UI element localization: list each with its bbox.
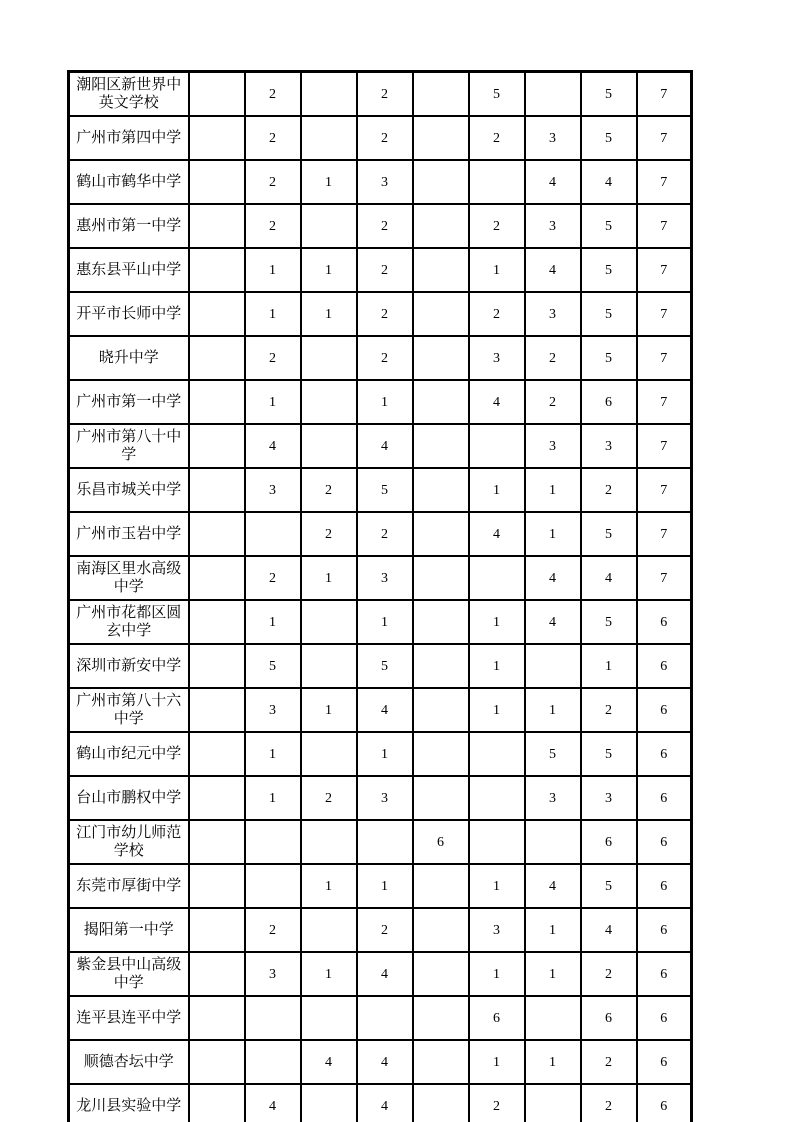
value-cell: 2 (301, 468, 357, 512)
value-cell: 7 (637, 512, 692, 556)
value-cell (525, 72, 581, 117)
value-cell: 7 (637, 336, 692, 380)
school-name-cell: 南海区里水高级中学 (69, 556, 189, 600)
value-cell: 4 (301, 1040, 357, 1084)
value-cell: 6 (637, 776, 692, 820)
value-cell: 3 (245, 952, 301, 996)
school-name-cell: 顺德杏坛中学 (69, 1040, 189, 1084)
value-cell: 1 (581, 644, 637, 688)
value-cell: 2 (301, 776, 357, 820)
value-cell: 4 (525, 160, 581, 204)
value-cell (245, 820, 301, 864)
value-cell: 6 (637, 732, 692, 776)
value-cell: 4 (581, 160, 637, 204)
value-cell (413, 72, 469, 117)
value-cell (525, 996, 581, 1040)
value-cell: 4 (581, 908, 637, 952)
value-cell: 2 (357, 248, 413, 292)
value-cell: 1 (301, 688, 357, 732)
value-cell (301, 116, 357, 160)
value-cell (301, 1084, 357, 1122)
table-row (69, 864, 692, 908)
value-cell (413, 116, 469, 160)
value-cell: 4 (245, 1084, 301, 1122)
value-cell (189, 292, 245, 336)
value-cell (189, 512, 245, 556)
school-name-cell: 乐昌市城关中学 (69, 468, 189, 512)
table-row (69, 732, 692, 776)
value-cell (413, 468, 469, 512)
value-cell: 3 (525, 424, 581, 468)
school-name-cell: 江门市幼儿师范学校 (69, 820, 189, 864)
value-cell: 5 (581, 732, 637, 776)
school-name-cell: 广州市第一中学 (69, 380, 189, 424)
value-cell: 5 (245, 644, 301, 688)
value-cell (357, 996, 413, 1040)
value-cell: 2 (357, 512, 413, 556)
table-row (69, 996, 692, 1040)
table-row (69, 688, 692, 732)
value-cell: 4 (525, 864, 581, 908)
value-cell (413, 644, 469, 688)
value-cell: 2 (245, 336, 301, 380)
value-cell: 1 (525, 952, 581, 996)
value-cell: 3 (245, 688, 301, 732)
value-cell: 7 (637, 116, 692, 160)
school-name-cell: 广州市花都区圆玄中学 (69, 600, 189, 644)
value-cell: 3 (245, 468, 301, 512)
value-cell: 6 (413, 820, 469, 864)
school-name-cell: 揭阳第一中学 (69, 908, 189, 952)
value-cell: 1 (245, 380, 301, 424)
value-cell (301, 644, 357, 688)
value-cell: 6 (637, 688, 692, 732)
value-cell (469, 160, 525, 204)
value-cell (189, 204, 245, 248)
value-cell (301, 424, 357, 468)
value-cell: 6 (637, 1040, 692, 1084)
value-cell (413, 864, 469, 908)
value-cell: 4 (357, 688, 413, 732)
value-cell: 1 (301, 864, 357, 908)
table-body (69, 72, 692, 1122)
value-cell (189, 908, 245, 952)
value-cell: 6 (637, 996, 692, 1040)
table-row (69, 424, 692, 468)
value-cell (301, 908, 357, 952)
value-cell: 6 (637, 600, 692, 644)
value-cell (413, 776, 469, 820)
value-cell: 2 (357, 72, 413, 117)
value-cell: 2 (357, 292, 413, 336)
value-cell (189, 160, 245, 204)
value-cell (413, 204, 469, 248)
value-cell (189, 952, 245, 996)
value-cell (301, 732, 357, 776)
value-cell: 6 (637, 820, 692, 864)
school-name-cell: 鹤山市纪元中学 (69, 732, 189, 776)
value-cell (525, 1084, 581, 1122)
value-cell: 2 (245, 72, 301, 117)
value-cell: 5 (581, 336, 637, 380)
value-cell: 5 (357, 468, 413, 512)
value-cell (189, 1040, 245, 1084)
school-name-cell: 开平市长师中学 (69, 292, 189, 336)
table-row (69, 72, 692, 117)
value-cell: 5 (525, 732, 581, 776)
value-cell: 7 (637, 292, 692, 336)
value-cell: 2 (357, 336, 413, 380)
value-cell: 1 (469, 952, 525, 996)
value-cell (189, 688, 245, 732)
value-cell (469, 820, 525, 864)
value-cell: 3 (525, 292, 581, 336)
value-cell (413, 1084, 469, 1122)
value-cell: 1 (245, 292, 301, 336)
value-cell (245, 512, 301, 556)
table-row (69, 468, 692, 512)
table-row (69, 776, 692, 820)
value-cell: 2 (469, 204, 525, 248)
value-cell: 1 (245, 248, 301, 292)
value-cell: 4 (357, 952, 413, 996)
value-cell: 5 (357, 644, 413, 688)
school-name-cell: 广州市第四中学 (69, 116, 189, 160)
value-cell (189, 644, 245, 688)
value-cell: 7 (637, 204, 692, 248)
value-cell: 1 (525, 468, 581, 512)
value-cell: 1 (357, 600, 413, 644)
value-cell (469, 424, 525, 468)
value-cell (189, 336, 245, 380)
table-row (69, 248, 692, 292)
value-cell (189, 600, 245, 644)
value-cell: 1 (469, 644, 525, 688)
value-cell: 3 (469, 336, 525, 380)
value-cell: 2 (245, 204, 301, 248)
value-cell: 1 (245, 732, 301, 776)
value-cell (245, 1040, 301, 1084)
value-cell: 2 (357, 116, 413, 160)
value-cell: 1 (301, 160, 357, 204)
value-cell: 4 (469, 512, 525, 556)
value-cell (189, 1084, 245, 1122)
value-cell: 1 (525, 1040, 581, 1084)
value-cell: 6 (637, 1084, 692, 1122)
value-cell: 7 (637, 72, 692, 117)
table-row (69, 160, 692, 204)
value-cell (189, 776, 245, 820)
value-cell: 1 (301, 292, 357, 336)
school-name-cell: 台山市鹏权中学 (69, 776, 189, 820)
value-cell (189, 468, 245, 512)
value-cell: 1 (469, 1040, 525, 1084)
value-cell: 4 (469, 380, 525, 424)
value-cell (413, 952, 469, 996)
value-cell (301, 380, 357, 424)
school-name-cell: 深圳市新安中学 (69, 644, 189, 688)
value-cell: 5 (581, 292, 637, 336)
value-cell: 5 (581, 204, 637, 248)
value-cell: 1 (469, 248, 525, 292)
table-row (69, 336, 692, 380)
value-cell (413, 336, 469, 380)
value-cell: 5 (581, 72, 637, 117)
value-cell (469, 732, 525, 776)
value-cell: 7 (637, 248, 692, 292)
value-cell: 2 (581, 952, 637, 996)
value-cell: 5 (581, 512, 637, 556)
value-cell: 6 (637, 644, 692, 688)
value-cell (301, 204, 357, 248)
value-cell (413, 996, 469, 1040)
value-cell: 2 (581, 1040, 637, 1084)
value-cell: 1 (469, 468, 525, 512)
value-cell: 2 (581, 1084, 637, 1122)
value-cell: 6 (637, 908, 692, 952)
table-row (69, 1040, 692, 1084)
value-cell (413, 600, 469, 644)
table-row (69, 512, 692, 556)
value-cell (189, 820, 245, 864)
value-cell: 6 (581, 996, 637, 1040)
value-cell (413, 160, 469, 204)
table-row (69, 644, 692, 688)
value-cell: 7 (637, 424, 692, 468)
value-cell (413, 732, 469, 776)
value-cell: 1 (469, 864, 525, 908)
value-cell: 2 (581, 468, 637, 512)
value-cell: 3 (357, 556, 413, 600)
school-name-cell: 连平县连平中学 (69, 996, 189, 1040)
value-cell: 1 (469, 688, 525, 732)
value-cell (189, 248, 245, 292)
value-cell: 5 (581, 248, 637, 292)
value-cell: 2 (469, 116, 525, 160)
value-cell: 4 (525, 248, 581, 292)
value-cell (413, 248, 469, 292)
value-cell: 3 (357, 160, 413, 204)
value-cell (301, 820, 357, 864)
value-cell (413, 380, 469, 424)
value-cell (301, 600, 357, 644)
school-name-cell: 鹤山市鹤华中学 (69, 160, 189, 204)
value-cell: 2 (245, 556, 301, 600)
value-cell: 2 (469, 1084, 525, 1122)
value-cell: 2 (245, 908, 301, 952)
value-cell: 2 (581, 688, 637, 732)
value-cell: 4 (357, 424, 413, 468)
table-row (69, 556, 692, 600)
value-cell (301, 72, 357, 117)
value-cell (469, 556, 525, 600)
table-row (69, 116, 692, 160)
value-cell: 6 (469, 996, 525, 1040)
value-cell (189, 732, 245, 776)
value-cell: 2 (525, 380, 581, 424)
value-cell: 3 (525, 776, 581, 820)
value-cell: 1 (357, 732, 413, 776)
value-cell: 4 (245, 424, 301, 468)
value-cell: 1 (245, 600, 301, 644)
value-cell: 1 (469, 600, 525, 644)
value-cell: 2 (525, 336, 581, 380)
school-name-cell: 晓升中学 (69, 336, 189, 380)
table-row (69, 292, 692, 336)
value-cell (413, 1040, 469, 1084)
school-name-cell: 广州市第八十中学 (69, 424, 189, 468)
value-cell (245, 864, 301, 908)
value-cell: 7 (637, 160, 692, 204)
value-cell: 1 (245, 776, 301, 820)
value-cell (525, 644, 581, 688)
table-row (69, 204, 692, 248)
value-cell: 6 (581, 820, 637, 864)
value-cell: 7 (637, 380, 692, 424)
value-cell: 4 (357, 1040, 413, 1084)
table-row (69, 908, 692, 952)
value-cell: 1 (357, 864, 413, 908)
school-name-cell: 惠州市第一中学 (69, 204, 189, 248)
value-cell (189, 424, 245, 468)
value-cell: 5 (581, 600, 637, 644)
value-cell (189, 996, 245, 1040)
value-cell (245, 996, 301, 1040)
value-cell: 3 (469, 908, 525, 952)
value-cell: 2 (301, 512, 357, 556)
value-cell: 4 (525, 600, 581, 644)
table-row (69, 952, 692, 996)
table-row (69, 820, 692, 864)
value-cell (413, 512, 469, 556)
value-cell (189, 556, 245, 600)
value-cell: 1 (525, 908, 581, 952)
value-cell: 1 (357, 380, 413, 424)
value-cell: 1 (301, 556, 357, 600)
value-cell: 6 (637, 864, 692, 908)
value-cell (189, 116, 245, 160)
school-name-cell: 东莞市厚街中学 (69, 864, 189, 908)
value-cell: 2 (469, 292, 525, 336)
value-cell: 6 (637, 952, 692, 996)
school-name-cell: 广州市第八十六中学 (69, 688, 189, 732)
value-cell: 5 (581, 116, 637, 160)
value-cell (413, 908, 469, 952)
value-cell: 1 (525, 688, 581, 732)
value-cell: 2 (245, 160, 301, 204)
value-cell: 4 (581, 556, 637, 600)
value-cell (413, 556, 469, 600)
school-name-cell: 广州市玉岩中学 (69, 512, 189, 556)
value-cell: 1 (301, 248, 357, 292)
value-cell: 1 (301, 952, 357, 996)
value-cell: 3 (357, 776, 413, 820)
value-cell: 3 (525, 204, 581, 248)
value-cell (413, 688, 469, 732)
value-cell (357, 820, 413, 864)
value-cell (301, 336, 357, 380)
value-cell: 7 (637, 556, 692, 600)
table-row (69, 1084, 692, 1122)
value-cell (189, 864, 245, 908)
value-cell (525, 820, 581, 864)
school-name-cell: 紫金县中山高级中学 (69, 952, 189, 996)
value-cell (189, 380, 245, 424)
school-name-cell: 惠东县平山中学 (69, 248, 189, 292)
value-cell (413, 424, 469, 468)
value-cell: 3 (581, 776, 637, 820)
value-cell: 5 (469, 72, 525, 117)
value-cell: 2 (357, 908, 413, 952)
school-name-cell: 潮阳区新世界中英文学校 (69, 72, 189, 117)
value-cell: 3 (581, 424, 637, 468)
value-cell (301, 996, 357, 1040)
value-cell: 3 (525, 116, 581, 160)
table-row (69, 600, 692, 644)
value-cell: 4 (525, 556, 581, 600)
value-cell: 6 (581, 380, 637, 424)
value-cell: 7 (637, 468, 692, 512)
value-cell: 1 (525, 512, 581, 556)
value-cell: 2 (245, 116, 301, 160)
school-results-table (67, 70, 693, 1122)
value-cell: 5 (581, 864, 637, 908)
value-cell: 4 (357, 1084, 413, 1122)
value-cell (469, 776, 525, 820)
value-cell (189, 72, 245, 117)
table-row (69, 380, 692, 424)
value-cell: 2 (357, 204, 413, 248)
school-name-cell: 龙川县实验中学 (69, 1084, 189, 1122)
value-cell (413, 292, 469, 336)
